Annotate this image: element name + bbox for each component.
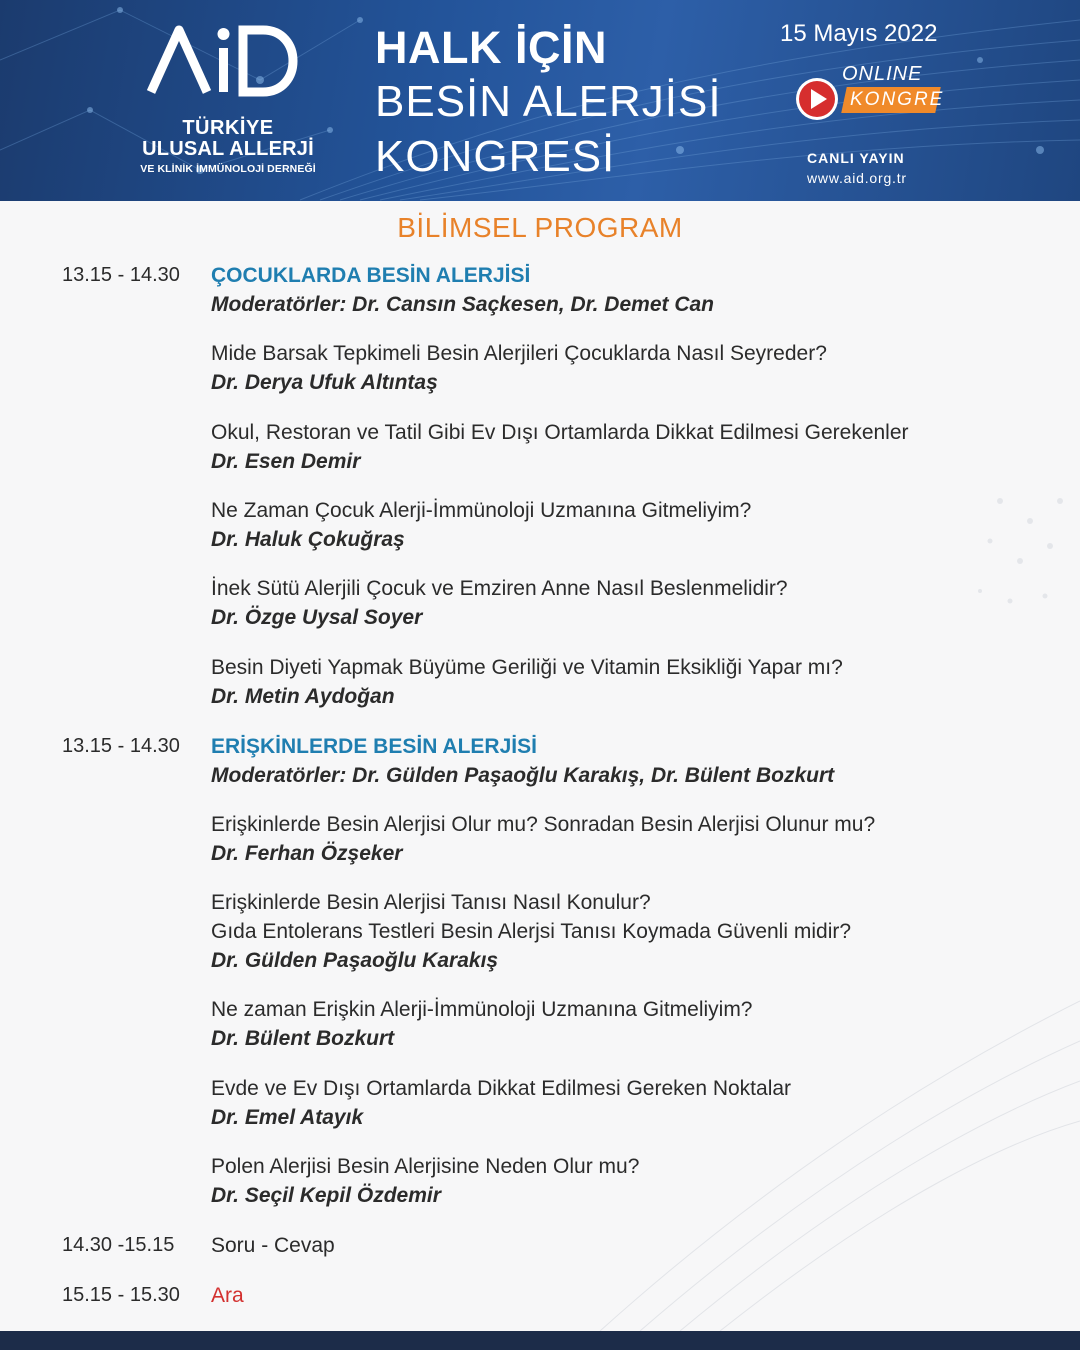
talk-speaker: Dr. Seçil Kepil Özdemir <box>211 1184 441 1207</box>
talk-item <box>211 339 1051 397</box>
talk-speaker: Dr. Derya Ufuk Altıntaş <box>211 371 438 394</box>
kongre-label: KONGRE <box>850 89 945 110</box>
talk-item <box>211 888 1051 975</box>
talk-title: Besin Diyeti Yapmak Büyüme Geriliği ve Vitamin Eksikliği Yapar mı? <box>211 656 843 679</box>
talk-item <box>211 810 1051 868</box>
live-label: CANLI YAYIN <box>807 150 905 166</box>
talk-speaker: Dr. Bülent Bozkurt <box>211 1027 395 1050</box>
talk-item <box>211 496 1051 554</box>
online-label: ONLINE <box>842 63 923 85</box>
session-moderators: Moderatörler: Dr. Cansın Saçkesen, Dr. Demet Can <box>211 293 715 316</box>
session-moderators: Moderatörler: Dr. Gülden Paşaoğlu Karakış, Dr. Bülent Bozkurt <box>211 764 835 787</box>
logo-text-dernek: VE KLİNİK İMMÜNOLOJİ DERNEĞİ <box>140 163 316 175</box>
talk-item <box>211 653 1051 711</box>
talk-title: Polen Alerjisi Besin Alerjisine Neden Olur mu? <box>211 1155 640 1178</box>
break-block <box>211 1281 1051 1310</box>
talk-item <box>211 418 1051 476</box>
aid-logo-mark <box>143 20 313 100</box>
talk-speaker: Dr. Haluk Çokuğraş <box>211 528 405 551</box>
program-title: BİLİMSEL PROGRAM <box>397 212 683 243</box>
talk-item <box>211 1152 1051 1210</box>
logo-text-ulusal: ULUSAL ALLERJİ <box>142 138 314 160</box>
talk-title: Ne Zaman Çocuk Alerji-İmmünoloji Uzmanına Gitmeliyim? <box>211 499 752 522</box>
talk-speaker: Dr. Özge Uysal Soyer <box>211 606 423 629</box>
session-heading: ÇOCUKLARDA BESİN ALERJİSİ <box>211 264 531 287</box>
session-heading: ERİŞKİNLERDE BESİN ALERJİSİ <box>211 735 537 758</box>
website-link[interactable]: www.aid.org.tr <box>807 170 907 186</box>
session-block <box>211 261 1051 319</box>
session-time: 13.15 - 14.30 <box>62 264 180 286</box>
footer-bar <box>0 1331 1080 1350</box>
talk-title: Mide Barsak Tepkimeli Besin Alerjileri Çocuklarda Nasıl Seyreder? <box>211 342 827 365</box>
break-time: 15.15 - 15.30 <box>62 1284 180 1306</box>
session-time: 13.15 - 14.30 <box>62 735 180 757</box>
qa-time: 14.30 -15.15 <box>62 1234 175 1256</box>
header-banner <box>0 0 1080 201</box>
talk-speaker: Dr. Gülden Paşaoğlu Karakış <box>211 949 499 972</box>
title-line-1: HALK İÇİN <box>375 22 607 73</box>
talk-title: Evde ve Ev Dışı Ortamlarda Dikkat Edilmesi Gereken Noktalar <box>211 1077 792 1100</box>
talk-item <box>211 995 1051 1053</box>
talk-title: İnek Sütü Alerjili Çocuk ve Emziren Anne Nasıl Beslenmelidir? <box>211 577 788 600</box>
talk-title: Erişkinlerde Besin Alerjisi Tanısı Nasıl Konulur? <box>211 891 651 914</box>
talk-title: Okul, Restoran ve Tatil Gibi Ev Dışı Ortamlarda Dikkat Edilmesi Gerekenler <box>211 421 909 444</box>
qa-block <box>211 1231 1051 1260</box>
aid-logo <box>128 20 328 190</box>
talk-item <box>211 574 1051 632</box>
congress-title <box>375 22 722 184</box>
title-line-3: KONGRESİ <box>375 132 616 181</box>
talk-speaker: Dr. Emel Atayık <box>211 1106 364 1129</box>
qa-label: Soru - Cevap <box>211 1234 335 1257</box>
break-label: Ara <box>211 1284 244 1307</box>
talk-title: Erişkinlerde Besin Alerjisi Olur mu? Sonradan Besin Alerjisi Olunur mu? <box>211 813 876 836</box>
talk-speaker: Dr. Ferhan Özşeker <box>211 842 403 865</box>
event-date: 15 Mayıs 2022 <box>780 20 938 47</box>
talk-speaker: Dr. Metin Aydoğan <box>211 685 395 708</box>
talk-item <box>211 1074 1051 1132</box>
title-line-2: BESİN ALERJİSİ <box>375 77 722 126</box>
talk-speaker: Dr. Esen Demir <box>211 450 361 473</box>
talk-title-line-2: Gıda Entolerans Testleri Besin Alerjsi Tanısı Koymada Güvenli midir? <box>211 920 852 943</box>
logo-text-turkiye: TÜRKİYE <box>182 117 274 139</box>
session-block <box>211 732 1051 790</box>
talk-title: Ne zaman Erişkin Alerji-İmmünoloji Uzmanına Gitmeliyim? <box>211 998 753 1021</box>
